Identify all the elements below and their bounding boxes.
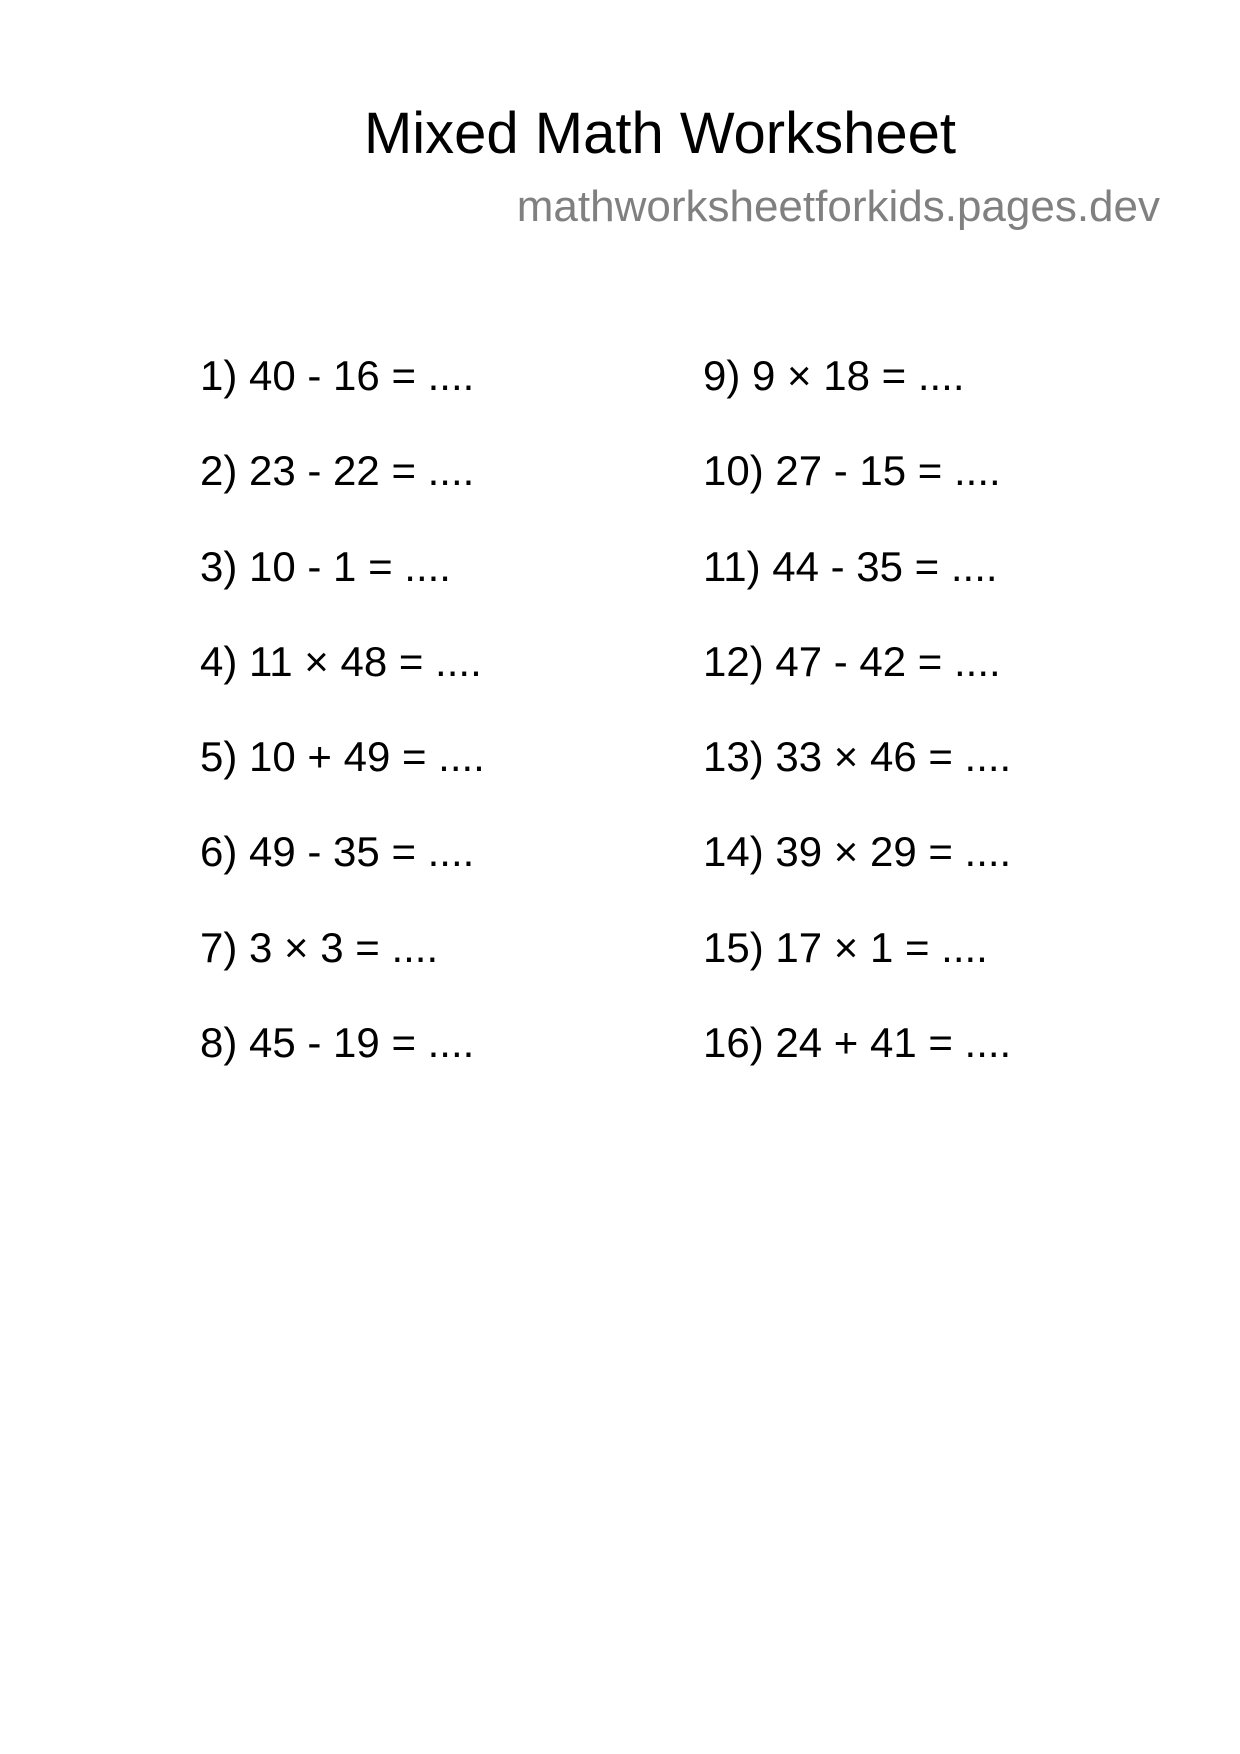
problem-item: 13) 33 × 46 = .... (703, 733, 1012, 781)
problem-item: 7) 3 × 3 = .... (200, 923, 439, 971)
problem-item: 4) 11 × 48 = .... (200, 637, 482, 685)
problem-item: 6) 49 - 35 = .... (200, 828, 475, 876)
problem-item: 10) 27 - 15 = .... (703, 447, 1001, 495)
problem-item: 5) 10 + 49 = .... (200, 733, 485, 781)
problem-item: 11) 44 - 35 = .... (703, 542, 998, 590)
problem-column-right (703, 348, 1011, 1110)
problem-item: 9) 9 × 18 = .... (703, 352, 965, 399)
problem-item: 8) 45 - 19 = .... (200, 1019, 475, 1067)
page-title: Mixed Math Worksheet (363, 101, 957, 166)
website-url: mathworksheetforkids.pages.dev (516, 182, 1160, 231)
problem-item: 12) 47 - 42 = .... (703, 637, 1001, 685)
problem-column-left (200, 348, 485, 1110)
problem-item: 1) 40 - 16 = .... (200, 352, 475, 399)
problem-item: 3) 10 - 1 = .... (200, 542, 451, 590)
problem-item: 2) 23 - 22 = .... (200, 447, 475, 495)
problem-item: 16) 24 + 41 = .... (703, 1019, 1012, 1067)
problem-item: 15) 17 × 1 = .... (703, 923, 988, 971)
problem-item: 14) 39 × 29 = .... (703, 828, 1012, 876)
